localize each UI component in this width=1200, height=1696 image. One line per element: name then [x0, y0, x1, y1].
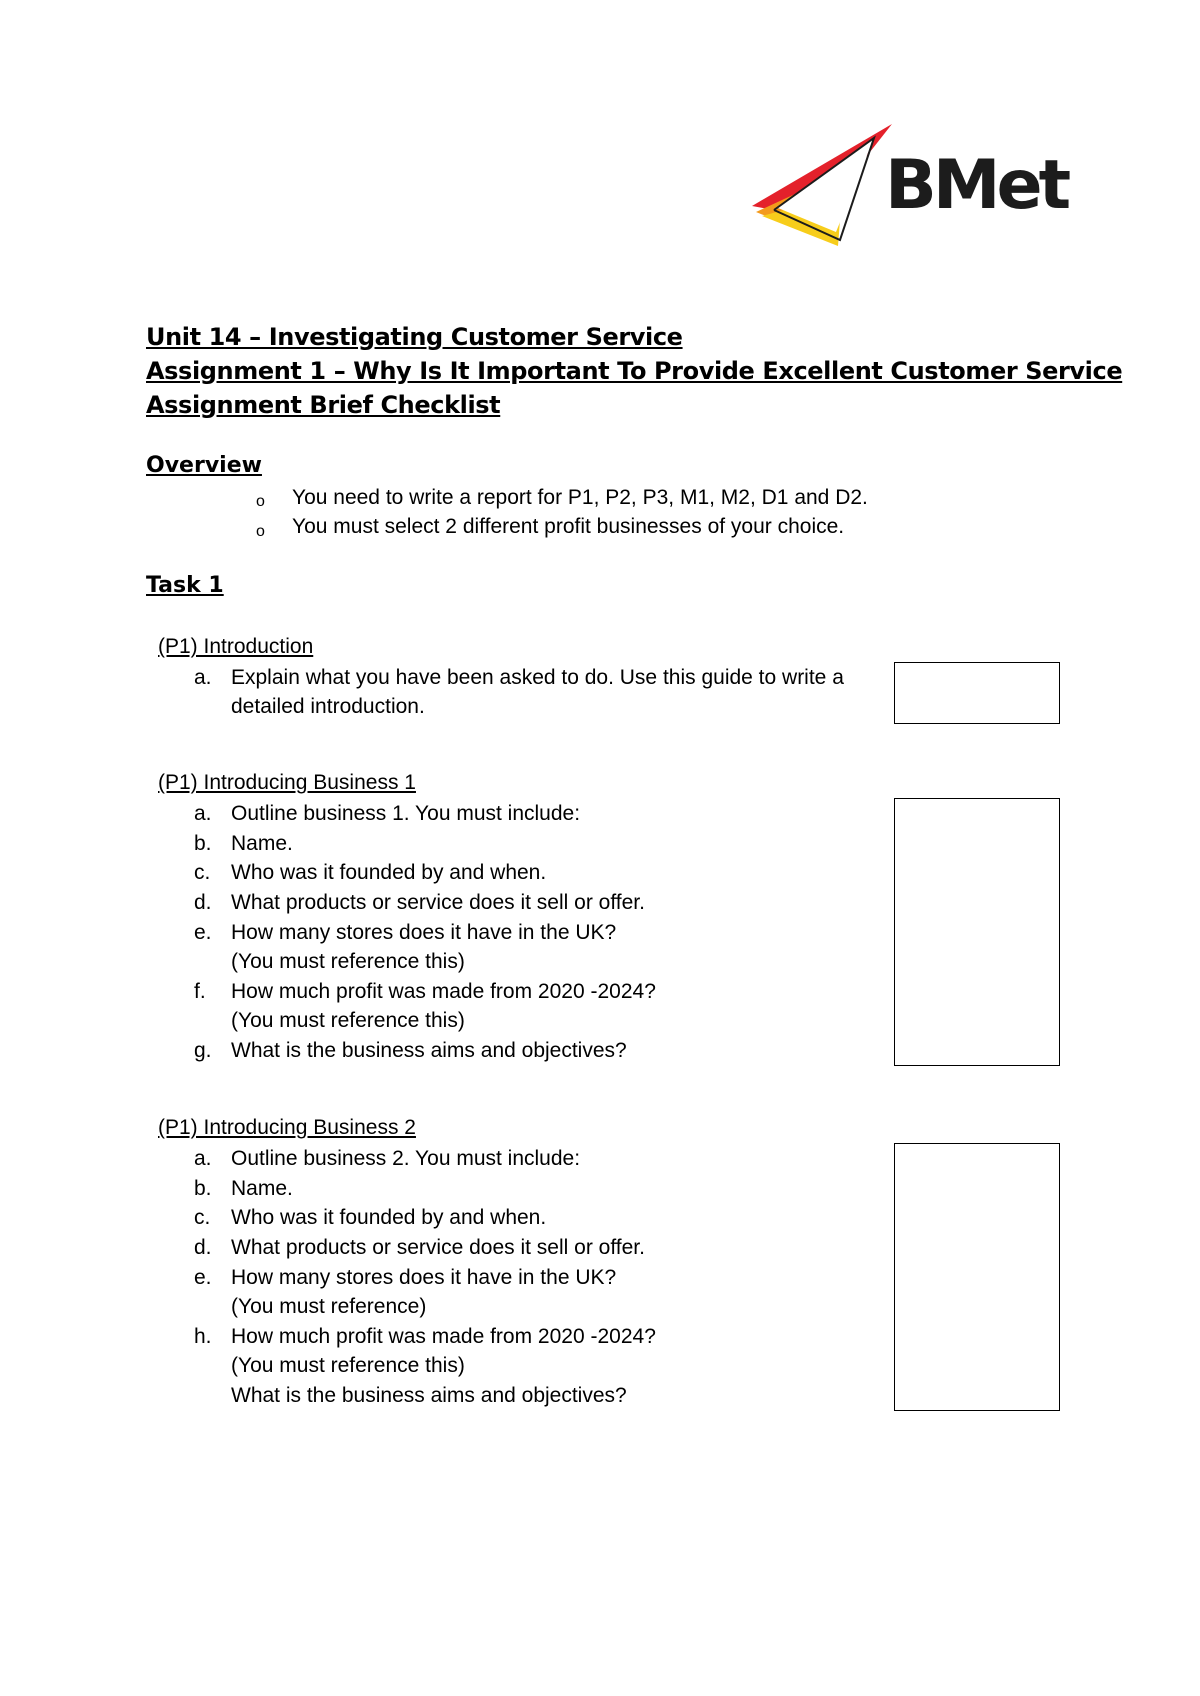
item-text: What products or service does it sell or offer. [231, 1236, 645, 1259]
checklist-title: Assignment Brief Checklist [146, 391, 501, 419]
item-text: What is the business aims and objectives? [231, 1039, 627, 1062]
bullet-marker: o [256, 523, 265, 540]
item-text: (You must reference) [231, 1295, 427, 1318]
bullet-marker: o [256, 493, 265, 510]
bmet-logo [752, 124, 1068, 254]
item-text: Who was it founded by and when. [231, 861, 547, 884]
checkbox-business-2[interactable] [894, 1143, 1060, 1411]
assignment-title: Assignment 1 – Why Is It Important To Provide Excellent Customer Service [146, 357, 1123, 385]
item-text: Name. [231, 832, 293, 855]
section-title-business-2: (P1) Introducing Business 2 [158, 1116, 416, 1139]
item-marker: d. [194, 891, 212, 914]
item-marker: h. [194, 1325, 212, 1348]
item-marker: g. [194, 1039, 212, 1062]
item-marker: a. [194, 1147, 212, 1170]
item-text: Who was it founded by and when. [231, 1206, 547, 1229]
overview-heading: Overview [146, 453, 262, 478]
item-marker: e. [194, 1266, 212, 1289]
overview-bullet-1: You need to write a report for P1, P2, P3, M1, M2, D1 and D2. [292, 486, 868, 509]
item-text: (You must reference this) [231, 1354, 465, 1377]
overview-bullet-2: You must select 2 different profit businesses of your choice. [292, 515, 845, 538]
item-marker: d. [194, 1236, 212, 1259]
item-marker: b. [194, 1177, 212, 1200]
item-text: Explain what you have been asked to do. Use this guide to write a [231, 666, 844, 689]
item-text: Outline business 2. You must include: [231, 1147, 581, 1170]
item-text: (You must reference this) [231, 950, 465, 973]
item-marker: c. [194, 861, 211, 884]
item-text: How many stores does it have in the UK? [231, 1266, 617, 1289]
item-marker: c. [194, 1206, 211, 1229]
item-text: What products or service does it sell or offer. [231, 891, 645, 914]
checkbox-introduction[interactable] [894, 662, 1060, 724]
unit-title: Unit 14 – Investigating Customer Service [146, 323, 683, 351]
item-marker: e. [194, 921, 212, 944]
task1-heading: Task 1 [146, 573, 224, 598]
item-marker: f. [194, 980, 206, 1003]
section-title-introduction: (P1) Introduction [158, 635, 314, 658]
item-text: What is the business aims and objectives? [231, 1384, 627, 1407]
item-text: How much profit was made from 2020 -2024? [231, 1325, 656, 1348]
item-text: detailed introduction. [231, 695, 425, 718]
checkbox-business-1[interactable] [894, 798, 1060, 1066]
item-marker: b. [194, 832, 212, 855]
item-text: Name. [231, 1177, 293, 1200]
item-text: (You must reference this) [231, 1009, 465, 1032]
item-marker: a. [194, 666, 212, 689]
item-marker: a. [194, 802, 212, 825]
logo-wordmark: BMet [885, 146, 1068, 225]
item-text: How much profit was made from 2020 -2024? [231, 980, 656, 1003]
item-text: How many stores does it have in the UK? [231, 921, 617, 944]
item-text: Outline business 1. You must include: [231, 802, 581, 825]
logo-arrow-icon [752, 124, 892, 249]
section-title-business-1: (P1) Introducing Business 1 [158, 771, 416, 794]
